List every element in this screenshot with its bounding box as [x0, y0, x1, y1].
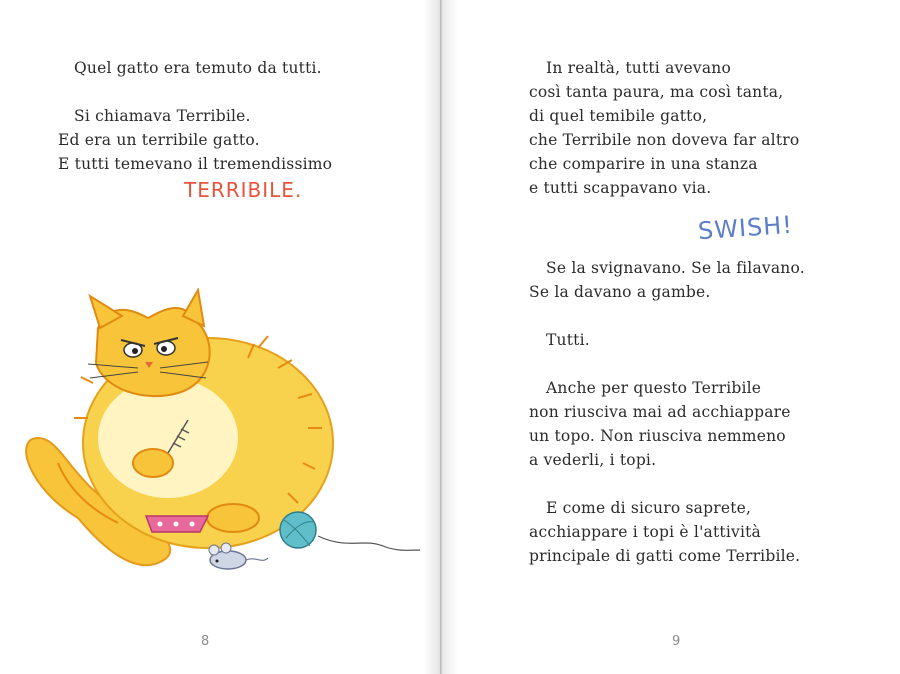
text-line: Tutti.	[546, 331, 590, 349]
text-line: che Terribile non doveva far altro	[529, 131, 800, 149]
text-line: Quel gatto era temuto da tutti.	[74, 59, 322, 77]
text-line: acchiappare i topi è l'attività	[529, 523, 761, 541]
swish-shout: SWISH!	[697, 210, 794, 246]
text-line: In realtà, tutti avevano	[546, 59, 731, 77]
left-page	[0, 0, 440, 674]
page-number: 9	[672, 634, 681, 649]
text-line: Se la davano a gambe.	[529, 283, 711, 301]
text-line: non riusciva mai ad acchiappare	[529, 403, 791, 421]
page-number: 8	[201, 634, 210, 649]
text-line: E come di sicuro saprete,	[546, 499, 752, 517]
text-line: Anche per questo Terribile	[546, 379, 762, 397]
text-line: a vederli, i topi.	[529, 451, 657, 469]
text-line: che comparire in una stanza	[529, 155, 758, 173]
text-line: Ed era un terribile gatto.	[58, 131, 260, 149]
text-line: Si chiamava Terribile.	[74, 107, 251, 125]
text-line: e tutti scappavano via.	[529, 179, 712, 197]
text-line: E tutti temevano il tremendissimo	[58, 155, 333, 173]
text-line: principale di gatti come Terribile.	[529, 547, 801, 565]
cat-illustration	[18, 288, 423, 583]
text-line: così tanta paura, ma così tanta,	[529, 83, 784, 101]
right-page	[441, 0, 900, 674]
terribile-shout: TERRIBILE.	[184, 178, 303, 202]
text-line: di quel temibile gatto,	[529, 107, 708, 125]
text-line: un topo. Non riusciva nemmeno	[529, 427, 786, 445]
text-line: Se la svignavano. Se la filavano.	[546, 259, 805, 277]
